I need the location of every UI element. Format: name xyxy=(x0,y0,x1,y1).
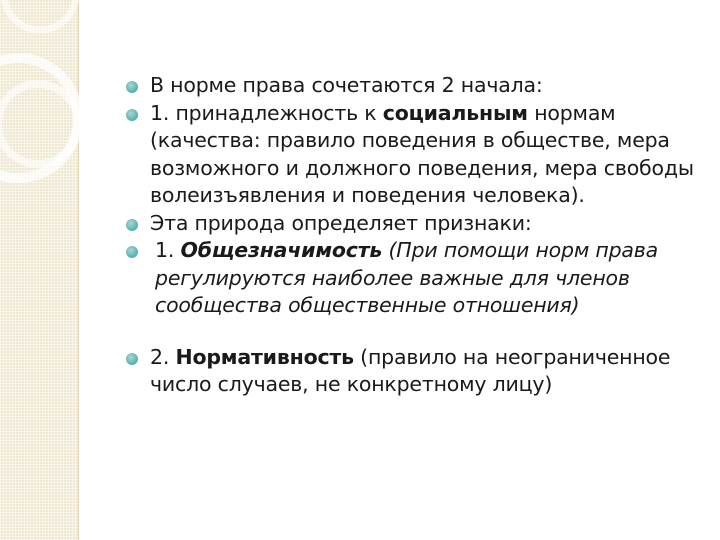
bullet-text xyxy=(150,237,706,320)
bullet-list xyxy=(126,72,706,399)
bullet-item-5 xyxy=(126,344,706,399)
bullet-text xyxy=(150,101,694,208)
bullet-dot-icon xyxy=(126,81,138,93)
bullet-dot-icon xyxy=(126,219,138,231)
bullet-dot-icon xyxy=(126,109,138,121)
bullet-item-4 xyxy=(126,237,706,320)
bullet-dot-icon xyxy=(126,246,138,258)
bullet-prefix: 2. xyxy=(150,344,176,369)
bullet-emphasis: Нормативность xyxy=(175,344,354,369)
bullet-text xyxy=(150,345,670,397)
bullet-item-2 xyxy=(126,100,706,210)
bullet-text: В норме права сочетаются 2 начала: xyxy=(150,73,543,97)
bullet-italic-text: (При помощи норм права регулируются наиболее важные для членов сообщества общественные отношения) xyxy=(155,238,659,317)
bullet-text: Эта природа определяет признаки: xyxy=(150,210,532,235)
bullet-suffix: (правило на неограниченное число случаев, не конкретному лицу) xyxy=(150,344,671,396)
bullet-suffix: нормам (качества: правило поведения в обществе, мера возможного и должного поведения, мера свободы волеизъявления и поведения человека). xyxy=(150,100,694,207)
bullet-prefix: 1. принадлежность к xyxy=(150,100,383,125)
decorative-circle-inner xyxy=(0,84,78,164)
bullet-item-1 xyxy=(126,72,706,100)
bullet-dot-icon xyxy=(126,353,138,365)
decorative-arc-top xyxy=(4,0,76,30)
bullet-emphasis: социальным xyxy=(382,100,528,125)
bullet-emphasis: Общезначимость xyxy=(180,238,383,262)
bullet-item-3 xyxy=(126,210,706,238)
bullet-prefix: 1. xyxy=(155,238,181,262)
